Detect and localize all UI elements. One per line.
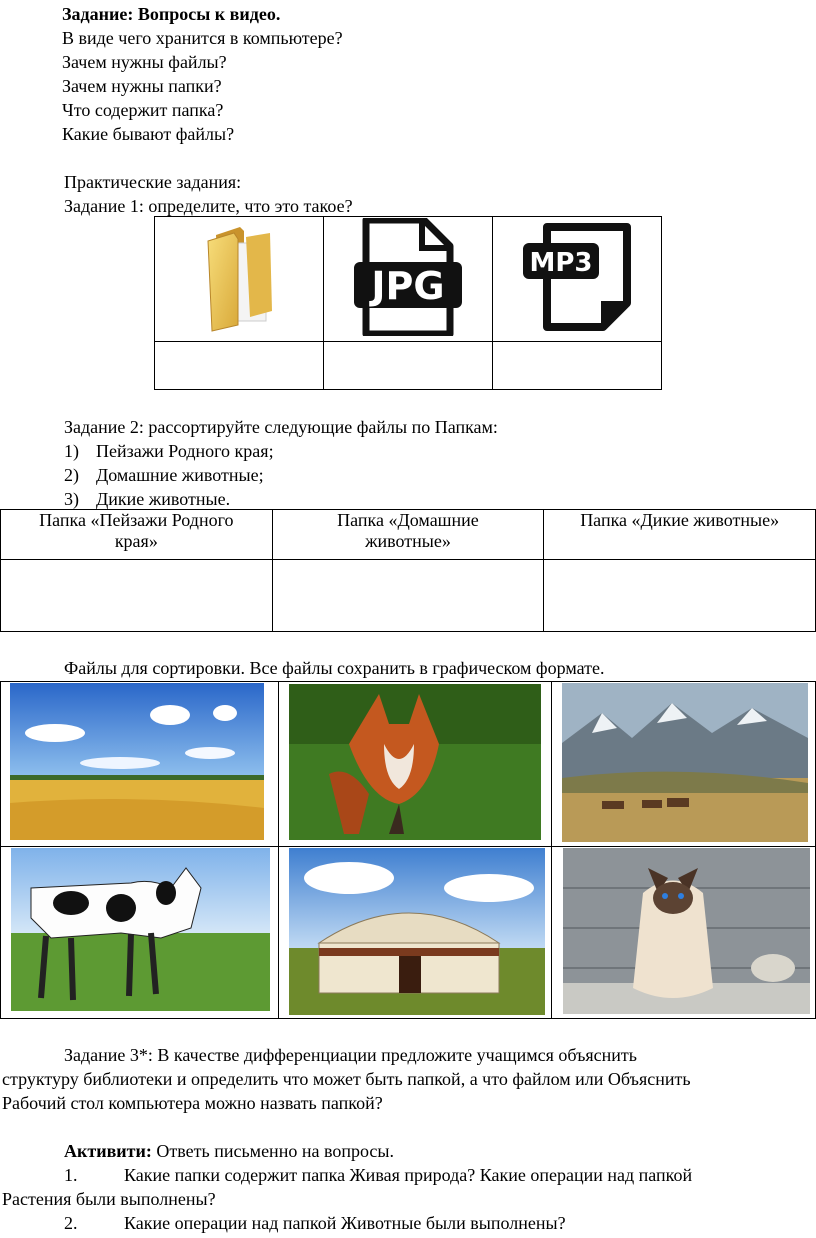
folder-drop-cell[interactable]: [272, 560, 544, 632]
folder-header-wild: Папка «Дикие животные»: [544, 510, 816, 560]
wheat-field-photo[interactable]: [10, 683, 264, 840]
question-5: Какие бывают файлы?: [62, 124, 235, 144]
task3-line-3: Рабочий стол компьютера можно назвать папкой?: [2, 1093, 383, 1113]
folder-icon: [194, 221, 284, 333]
folder-drop-cell[interactable]: [1, 560, 273, 632]
task2-item-2: [64, 465, 264, 486]
jpg-file-icon: [352, 218, 464, 336]
activity-item-1-cont: Растения были выполнены?: [2, 1189, 216, 1209]
item-text: Дикие животные.: [96, 489, 231, 509]
folder-header-pets: Папка «Домашние животные»: [272, 510, 544, 560]
item-number: 1): [64, 441, 79, 461]
question-1: В виде чего хранится в компьютере?: [62, 28, 343, 48]
folder-header-landscapes: Папка «Пейзажи Родного края»: [1, 510, 273, 560]
mp3-file-icon: [521, 221, 633, 333]
item-number: 2): [64, 465, 79, 485]
task1-cell-mp3: [493, 217, 662, 342]
question-4: Что содержит папка?: [62, 100, 224, 120]
folders-table: [0, 509, 816, 632]
task2-item-3: [64, 489, 231, 510]
task1-answer-cell[interactable]: [493, 342, 662, 390]
task2-intro: Задание 2: рассортируйте следующие файлы по Папкам:: [64, 417, 498, 437]
task3-line-1: Задание 3*: В качестве дифференциации предложите учащимся объяснить: [64, 1045, 637, 1065]
item-text: Пейзажи Родного края;: [96, 441, 274, 461]
mountain-horses-photo[interactable]: [562, 683, 808, 842]
practical-heading: Практические задания:: [64, 172, 242, 192]
mp3-label: MP3: [529, 247, 593, 278]
item-text: Домашние животные;: [96, 465, 264, 485]
activity-item-2: 2. Какие операции над папкой Животные были выполнены?: [64, 1213, 566, 1233]
activity-heading: Активити: Ответь письменно на вопросы.: [64, 1141, 394, 1161]
question-2: Зачем нужны файлы?: [62, 52, 227, 72]
siamese-cat-photo[interactable]: [563, 848, 810, 1014]
task1-cell-jpg: [324, 217, 493, 342]
task3-line-2: структуру библиотеки и определить что может быть папкой, а что файлом или Объяснить: [2, 1069, 691, 1089]
task1-table: [154, 216, 662, 390]
fox-photo[interactable]: [289, 684, 541, 840]
cow-photo[interactable]: [11, 848, 270, 1011]
jpg-label: JPG: [371, 263, 445, 308]
task1-cell-folder: [155, 217, 324, 342]
sorting-caption: Файлы для сортировки. Все файлы сохранить в графическом формате.: [64, 658, 605, 678]
task2-item-1: [64, 441, 274, 462]
task1-answer-cell[interactable]: [155, 342, 324, 390]
question-3: Зачем нужны папки?: [62, 76, 222, 96]
yurt-photo[interactable]: [289, 848, 545, 1015]
page-title: Задание: Вопросы к видео.: [62, 4, 281, 24]
activity-item-1: 1. Какие папки содержит папка Живая природа? Какие операции над папкой: [64, 1165, 693, 1185]
task1-answer-cell[interactable]: [324, 342, 493, 390]
task1-text: Задание 1: определите, что это такое?: [64, 196, 353, 216]
item-number: 3): [64, 489, 79, 509]
folder-drop-cell[interactable]: [544, 560, 816, 632]
